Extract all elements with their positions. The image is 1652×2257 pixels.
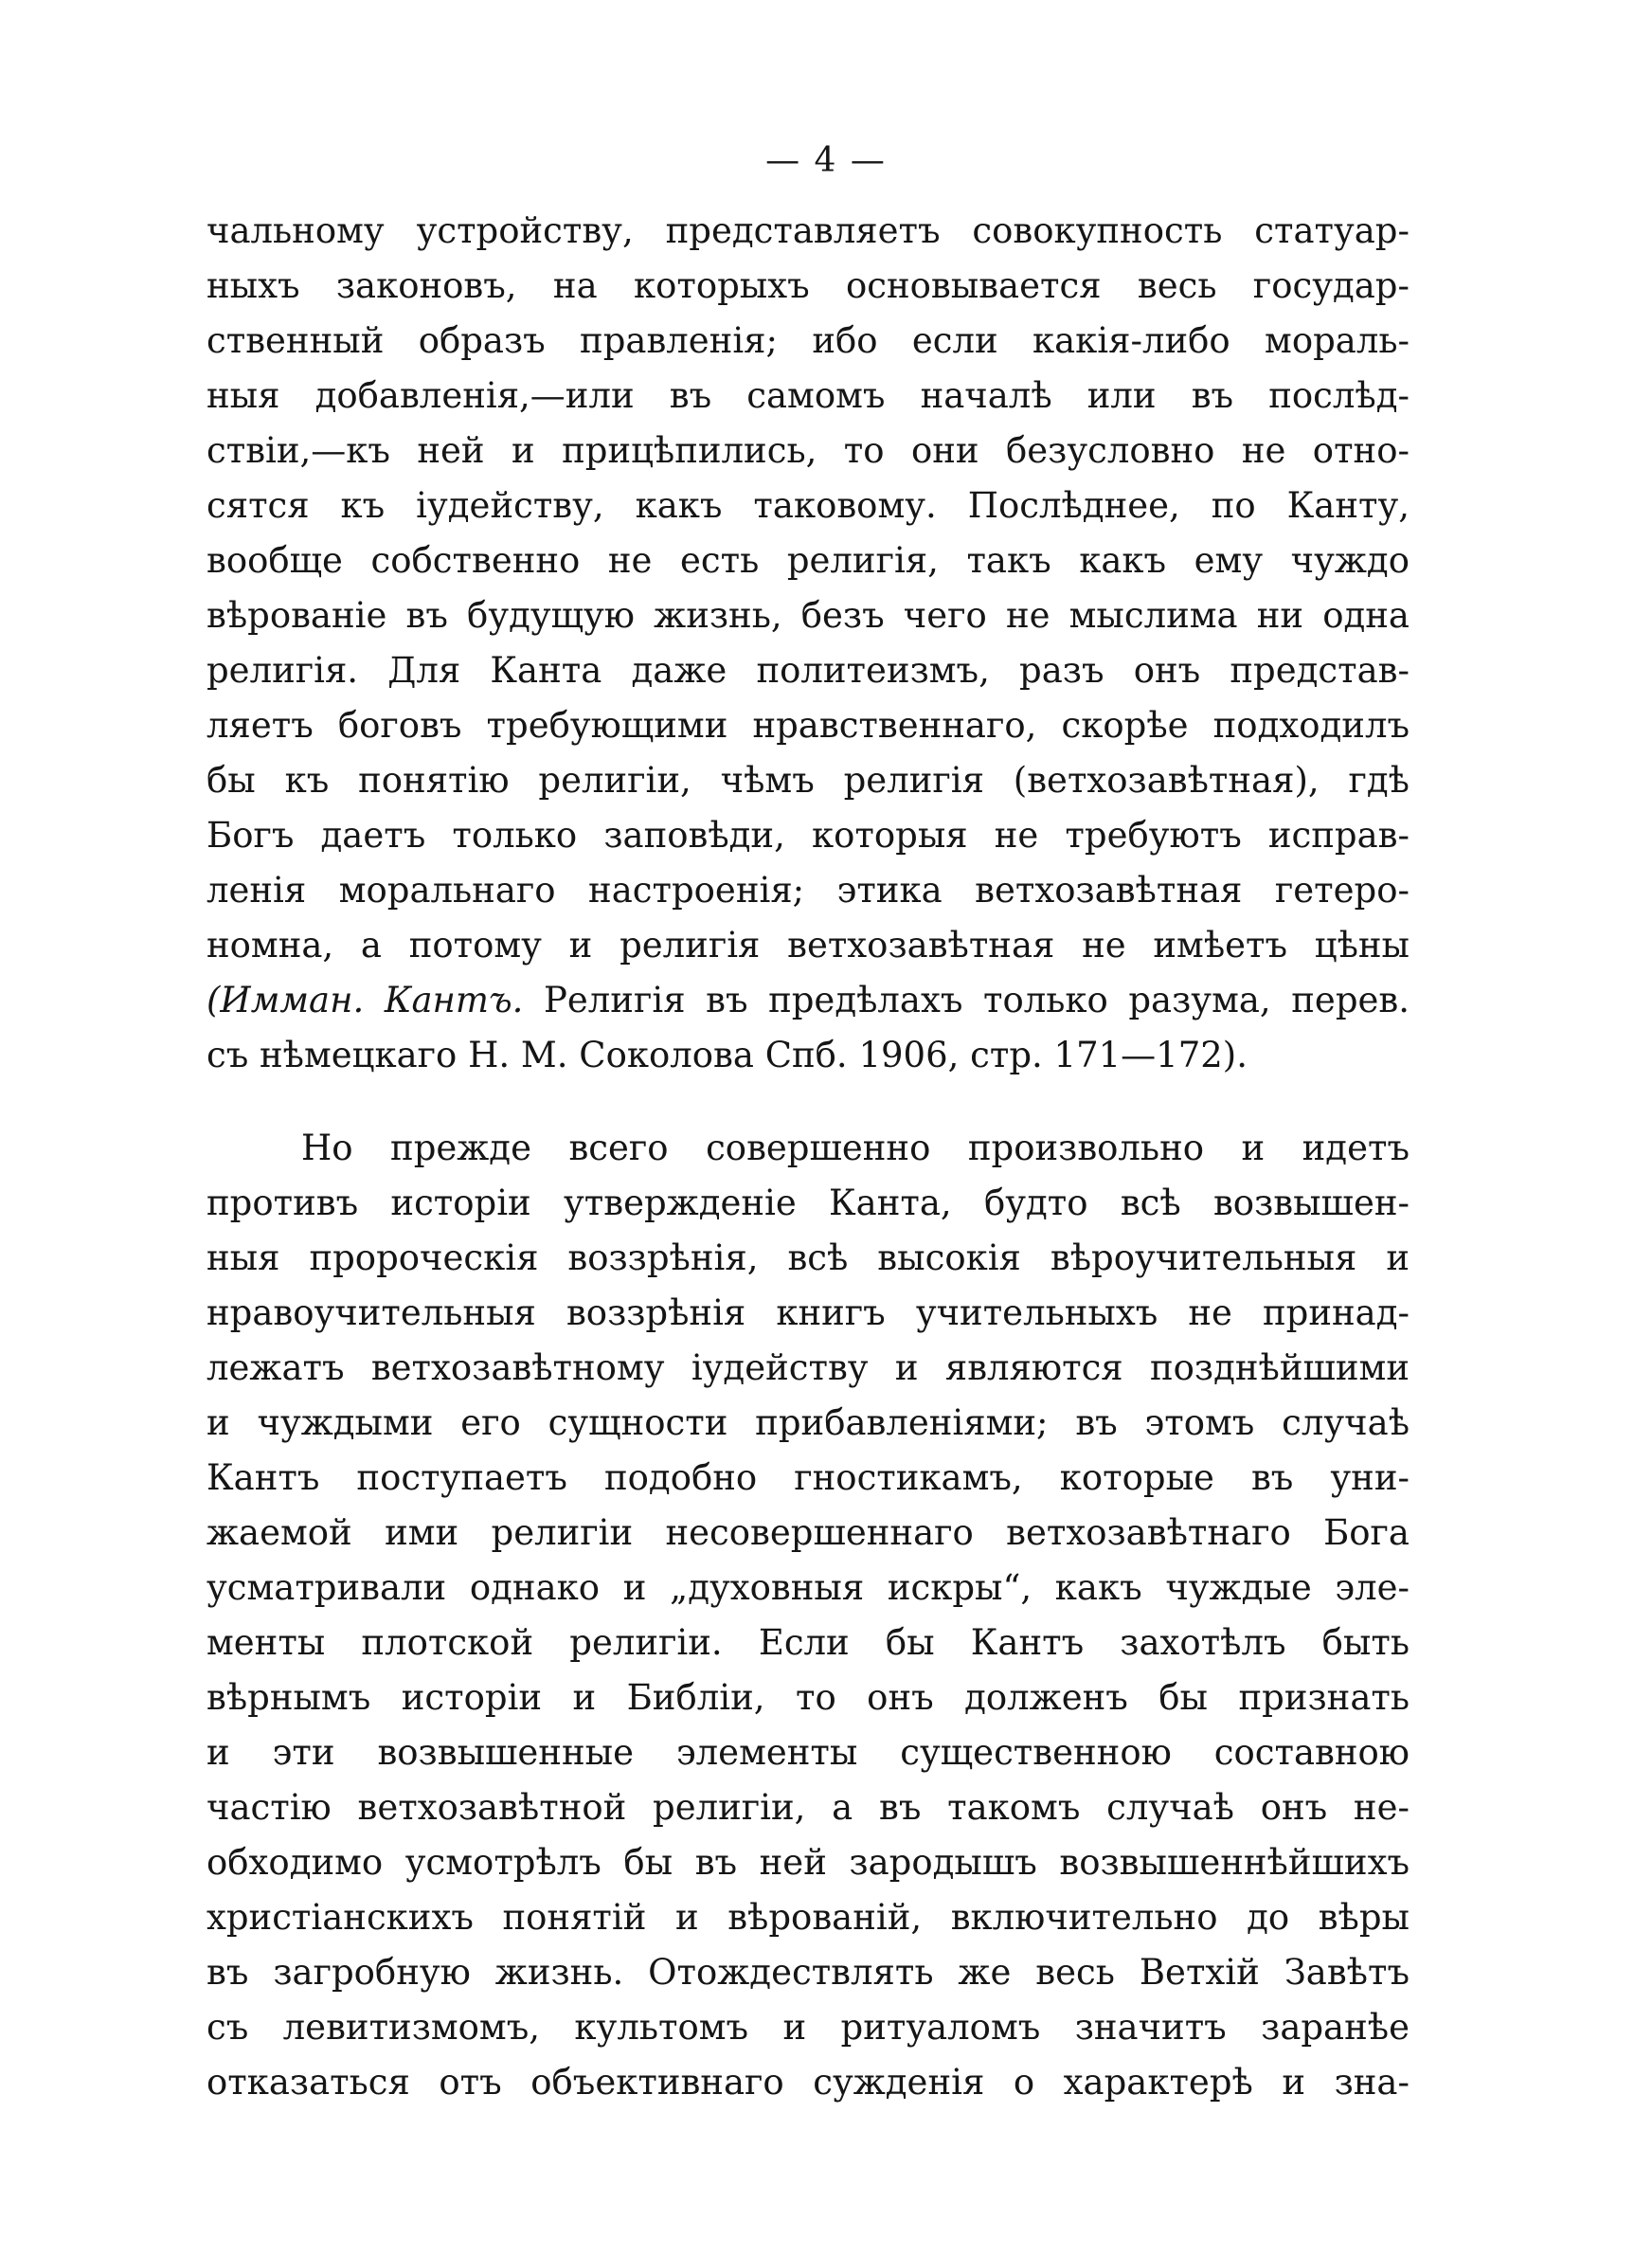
text-line: чальному устройству, представляетъ совокупность статуар-: [206, 210, 1410, 251]
paragraph-1: [206, 204, 1410, 1083]
text-line: ственный образъ правленія; ибо если какія-либо мораль-: [206, 320, 1410, 361]
text-line: лежатъ ветхозавѣтному іудейству и являются позднѣйшими: [206, 1347, 1410, 1388]
text-line: ленія моральнаго настроенія; этика ветхозавѣтная гетеро-: [206, 870, 1410, 911]
text-line: частію ветхозавѣтной религіи, а въ такомъ случаѣ онъ не-: [206, 1787, 1410, 1828]
text-line: Но прежде всего совершенно произвольно и идетъ: [301, 1128, 1410, 1168]
citation-title: Религія въ предѣлахъ только разума, перев.: [523, 980, 1410, 1020]
text-line: сятся къ іудейству, какъ таковому. Послѣднее, по Канту,: [206, 485, 1410, 526]
text-line: усматривали однако и „духовныя искры“, какъ чуждые эле-: [206, 1567, 1410, 1608]
text-line: номна, а потому и религія ветхозавѣтная не имѣетъ цѣны: [206, 925, 1410, 966]
text-line: и эти возвышенные элементы существенною составною: [206, 1732, 1410, 1773]
text-line: бы къ понятію религіи, чѣмъ религія (ветхозавѣтная), гдѣ: [206, 760, 1410, 801]
text-line: ныя пророческія воззрѣнія, всѣ высокія вѣроучительныя и: [206, 1237, 1410, 1278]
text-line: нравоучительныя воззрѣнія книгъ учительныхъ не принад-: [206, 1292, 1410, 1333]
text-line: съ нѣмецкаго Н. М. Соколова Спб. 1906, стр. 171—172).: [206, 1035, 1248, 1075]
text-line: Богъ даетъ только заповѣди, которыя не требуютъ исправ-: [206, 815, 1410, 856]
text-line: вѣрнымъ исторіи и Библіи, то онъ долженъ бы признать: [206, 1677, 1410, 1718]
text-line: религія. Для Канта даже политеизмъ, разъ онъ представ-: [206, 650, 1410, 691]
page-number: — 4 —: [765, 141, 887, 180]
text-line: въ загробную жизнь. Отождествлять же весь Ветхій Завѣтъ: [206, 1952, 1410, 1993]
text-line: ствіи,—къ ней и прицѣпились, то они безусловно не отно-: [206, 430, 1410, 471]
text-line: противъ исторіи утвержденіе Канта, будто всѣ возвышен-: [206, 1183, 1410, 1223]
text-line: христіанскихъ понятій и вѣрованій, включительно до вѣры: [206, 1897, 1410, 1938]
text-line: вѣрованіе въ будущую жизнь, безъ чего не мыслима ни одна: [206, 595, 1410, 636]
text-line: менты плотской религіи. Если бы Кантъ захотѣлъ быть: [206, 1622, 1410, 1663]
citation-line: [206, 973, 1410, 1028]
citation-author: (Имман. Кантъ.: [206, 980, 524, 1020]
text-line: Кантъ поступаетъ подобно гностикамъ, которые въ уни-: [206, 1457, 1410, 1498]
text-line: ныя добавленія,—или въ самомъ началѣ или въ послѣд-: [206, 375, 1410, 416]
text-line: ныхъ законовъ, на которыхъ основывается весь государ-: [206, 265, 1410, 306]
paragraph-2: [206, 1121, 1410, 2110]
text-line: отказаться отъ объективнаго сужденія о характерѣ и зна-: [206, 2062, 1410, 2103]
text-line: и чуждыми его сущности прибавленіями; въ этомъ случаѣ: [206, 1402, 1410, 1443]
text-line: обходимо усмотрѣлъ бы въ ней зародышъ возвышеннѣйшихъ: [206, 1842, 1410, 1883]
text-line: съ левитизмомъ, культомъ и ритуаломъ значитъ заранѣе: [206, 2007, 1410, 2048]
text-line: ляетъ боговъ требующими нравственнаго, скорѣе подходилъ: [206, 705, 1410, 746]
text-line: жаемой ими религіи несовершеннаго ветхозавѣтнаго Бога: [206, 1512, 1410, 1553]
text-line: вообще собственно не есть религія, такъ какъ ему чуждо: [206, 540, 1410, 581]
